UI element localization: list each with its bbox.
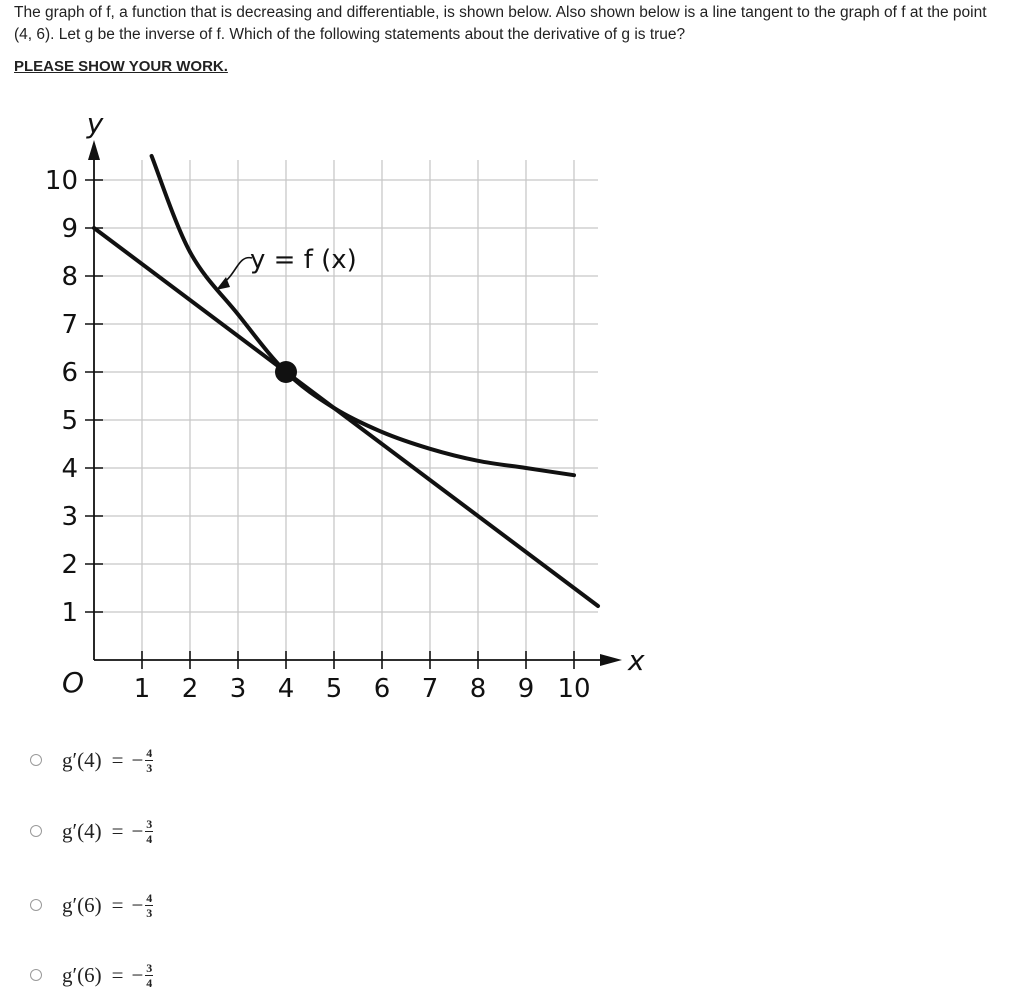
choice-fraction [145, 962, 153, 989]
fraction-denominator: 3 [146, 760, 153, 775]
y-tick-label-1: 1 [61, 598, 78, 628]
x-axis-arrowhead [600, 654, 622, 666]
fraction-numerator: 4 [146, 890, 153, 905]
choice-lhs: g′(6) [62, 892, 102, 917]
question-text: The graph of f, a function that is decreasing and differentiable, is shown below. Also shown below is a line tangent to the graph of f at the point (4, 6). Let g be the inverse of f. Which of the following statements about the derivative of g is true? [14, 4, 987, 43]
y-tick-label-4: 4 [61, 454, 78, 484]
y-tick-label-8: 8 [61, 262, 78, 292]
choice-sign: − [131, 747, 144, 772]
choice-expression [62, 818, 153, 845]
x-tick-label-8: 8 [469, 674, 487, 704]
radio-button[interactable] [30, 899, 42, 911]
equals-sign: = [111, 747, 124, 772]
equals-sign: = [111, 818, 124, 843]
x-tick-label-6: 6 [373, 674, 391, 704]
answer-choice-3[interactable] [30, 885, 153, 925]
choice-fraction [145, 818, 153, 845]
tick-labels [45, 107, 645, 704]
origin-label: O [61, 666, 85, 699]
tangency-point [275, 361, 297, 383]
x-tick-label-3: 3 [229, 674, 247, 704]
equals-sign: = [111, 962, 124, 987]
x-tick-label-4: 4 [277, 674, 295, 704]
tangent-line [94, 228, 598, 606]
y-tick-label-7: 7 [61, 310, 78, 340]
y-axis-arrowhead [88, 140, 100, 160]
answer-choice-1[interactable] [30, 740, 153, 780]
y-tick-label-6: 6 [61, 358, 78, 388]
axes [85, 140, 622, 669]
fraction-denominator: 4 [146, 831, 153, 846]
radio-button[interactable] [30, 754, 42, 766]
y-tick-label-2: 2 [61, 550, 78, 580]
equals-sign: = [111, 892, 124, 917]
choice-expression [62, 892, 153, 919]
grid-lines [94, 160, 598, 660]
radio-button[interactable] [30, 825, 42, 837]
choice-lhs: g′(6) [62, 962, 102, 987]
answer-choice-4[interactable] [30, 955, 153, 995]
x-tick-label-2: 2 [181, 674, 199, 704]
y-tick-label-5: 5 [61, 406, 78, 436]
choice-lhs: g′(4) [62, 818, 102, 843]
fraction-numerator: 4 [146, 745, 153, 760]
answer-choice-2[interactable] [30, 811, 153, 851]
fraction-denominator: 4 [146, 975, 153, 990]
y-axis-label: y [86, 107, 104, 140]
choice-expression [62, 962, 153, 989]
choice-sign: − [131, 962, 144, 987]
choice-expression [62, 747, 153, 774]
curve-label: y = f (x) [250, 245, 357, 275]
x-tick-label-1: 1 [133, 674, 151, 704]
choice-fraction [145, 892, 153, 919]
y-tick-label-9: 9 [61, 214, 78, 244]
y-tick-label-10: 10 [44, 166, 78, 196]
x-tick-label-10: 10 [557, 674, 591, 704]
x-tick-label-7: 7 [421, 674, 439, 704]
x-axis-label: x [628, 644, 645, 677]
x-tick-label-5: 5 [325, 674, 343, 704]
choice-lhs: g′(4) [62, 747, 102, 772]
fraction-numerator: 3 [146, 960, 153, 975]
choice-fraction [145, 747, 153, 774]
fraction-denominator: 3 [146, 905, 153, 920]
radio-button[interactable] [30, 969, 42, 981]
choice-sign: − [131, 818, 144, 843]
x-tick-label-9: 9 [517, 674, 535, 704]
show-work-instruction: PLEASE SHOW YOUR WORK. [14, 58, 228, 75]
choice-sign: − [131, 892, 144, 917]
y-tick-label-3: 3 [61, 502, 78, 532]
fraction-numerator: 3 [146, 816, 153, 831]
